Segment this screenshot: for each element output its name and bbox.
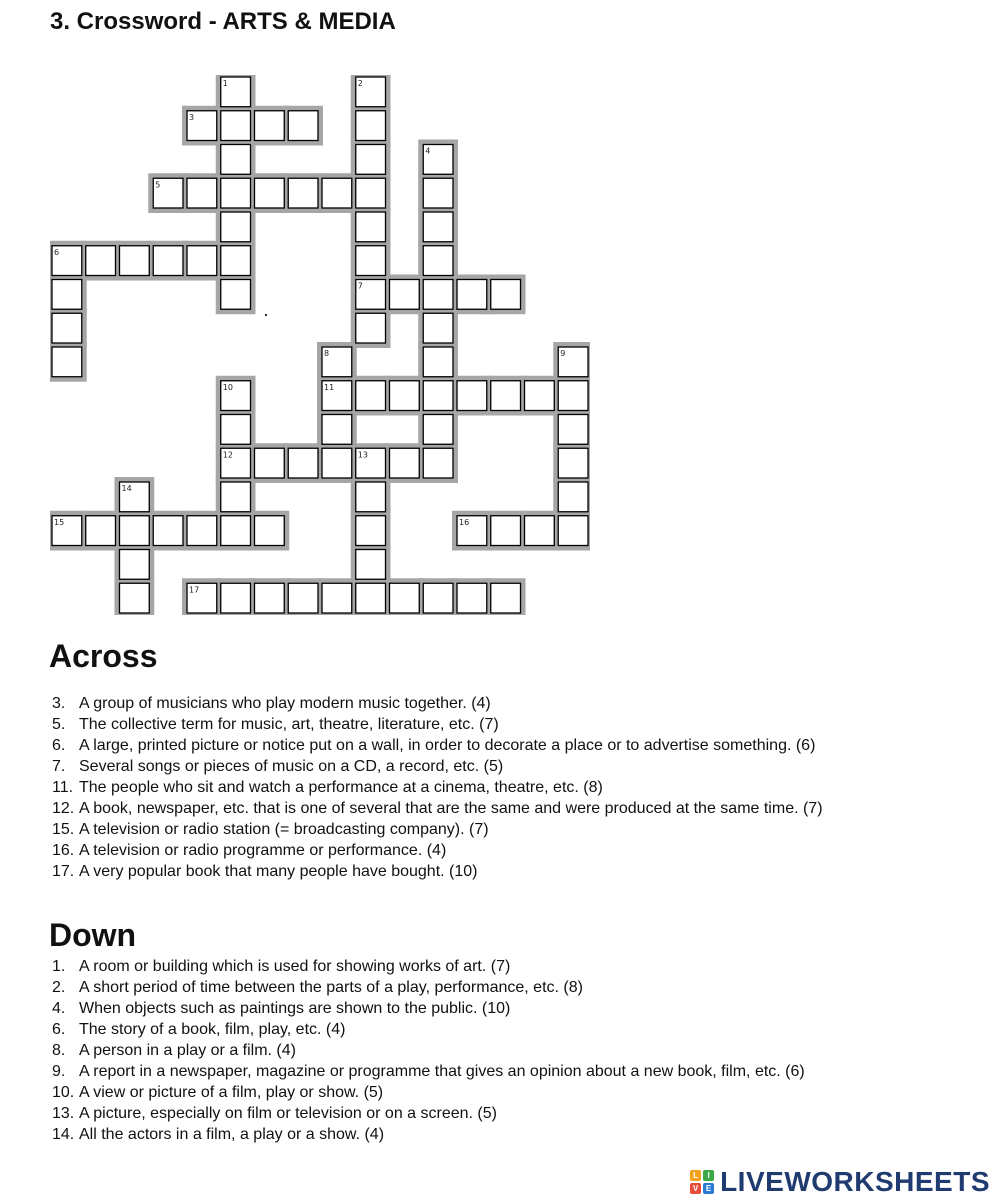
crossword-cell[interactable] xyxy=(457,583,487,613)
cell-number: 10 xyxy=(222,382,233,392)
crossword-cell[interactable] xyxy=(288,178,318,208)
crossword-cell[interactable] xyxy=(356,178,386,208)
crossword-cell[interactable] xyxy=(187,246,217,276)
crossword-cell[interactable] xyxy=(558,415,588,445)
crossword-grid xyxy=(50,75,590,615)
crossword-cell[interactable] xyxy=(221,482,251,512)
down-clue-list xyxy=(52,956,805,1145)
cell-number: 17 xyxy=(189,585,200,595)
crossword-cell[interactable] xyxy=(423,313,453,343)
stray-dot xyxy=(265,314,267,316)
crossword-cell[interactable] xyxy=(322,415,352,445)
crossword-cell[interactable] xyxy=(356,313,386,343)
across-heading: Across xyxy=(49,638,158,674)
cell-number: 16 xyxy=(459,517,470,527)
cell-number: 15 xyxy=(54,517,65,527)
cell-number: 14 xyxy=(121,484,132,493)
crossword-cell[interactable] xyxy=(221,516,251,546)
clue-down: 14. All the actors in a film, a play or a show. (4) xyxy=(52,1126,385,1143)
clue-across: 12. A book, newspaper, etc. that is one of several that are the same and were produced at the same time. (7) xyxy=(52,800,823,817)
crossword-cell[interactable] xyxy=(120,246,150,276)
crossword-cell[interactable] xyxy=(221,178,251,208)
crossword-cell[interactable] xyxy=(423,178,453,208)
crossword-cell[interactable] xyxy=(221,583,251,613)
crossword-cell[interactable] xyxy=(52,347,82,377)
cell-number: 1 xyxy=(222,79,228,88)
logo-text: LIVEWORKSHEETS xyxy=(720,1166,990,1197)
clue-across: 15. A television or radio station (= broadcasting company). (7) xyxy=(52,821,489,838)
logo-mark-letter: V xyxy=(690,1183,701,1194)
crossword-cell[interactable] xyxy=(457,280,487,310)
crossword-cell[interactable] xyxy=(288,583,318,613)
crossword-cell[interactable] xyxy=(322,583,352,613)
crossword-cell[interactable] xyxy=(390,381,420,411)
worksheet-title: 3. Crossword - ARTS & MEDIA xyxy=(50,8,396,35)
down-heading: Down xyxy=(49,917,137,953)
crossword-cell[interactable] xyxy=(52,280,82,310)
crossword-cell[interactable] xyxy=(423,280,453,310)
clue-across: 7. Several songs or pieces of music on a CD, a record, etc. (5) xyxy=(52,758,504,775)
crossword-cell[interactable] xyxy=(153,246,183,276)
crossword-cell[interactable] xyxy=(558,482,588,512)
crossword-cell[interactable] xyxy=(457,381,487,411)
crossword-cell[interactable] xyxy=(52,313,82,343)
crossword-cell[interactable] xyxy=(423,246,453,276)
crossword-cell[interactable] xyxy=(221,111,251,141)
crossword-cell[interactable] xyxy=(491,280,521,310)
crossword-cell[interactable] xyxy=(356,583,386,613)
crossword-cell[interactable] xyxy=(255,583,285,613)
crossword-cell[interactable] xyxy=(423,415,453,445)
clue-across: 11. The people who sit and watch a performance at a cinema, theatre, etc. (8) xyxy=(52,779,603,796)
clue-across: 16. A television or radio programme or performance. (4) xyxy=(52,842,447,859)
clue-down: 6. The story of a book, film, play, etc. (4) xyxy=(52,1021,346,1038)
crossword-cell[interactable] xyxy=(390,280,420,310)
cell-number: 5 xyxy=(155,180,161,190)
crossword-cell[interactable] xyxy=(423,381,453,411)
crossword-cell[interactable] xyxy=(120,583,150,613)
crossword-cell[interactable] xyxy=(356,516,386,546)
cell-number: 7 xyxy=(357,281,363,291)
clue-across: 6. A large, printed picture or notice put on a wall, in order to decorate a place or to advertise something. (6) xyxy=(52,737,816,754)
crossword-cell[interactable] xyxy=(221,280,251,310)
cell-number: 6 xyxy=(54,247,60,257)
clue-across: 3. A group of musicians who play modern music together. (4) xyxy=(52,695,491,712)
crossword-cell[interactable] xyxy=(288,448,318,478)
clue-down: 1. A room or building which is used for showing works of art. (7) xyxy=(52,958,511,975)
across-clue-list xyxy=(52,693,823,882)
crossword-cell[interactable] xyxy=(120,516,150,546)
clue-across: 17. A very popular book that many people have bought. (10) xyxy=(52,863,478,880)
crossword-cell[interactable] xyxy=(558,381,588,411)
crossword-cell[interactable] xyxy=(322,178,352,208)
crossword-cell[interactable] xyxy=(491,381,521,411)
crossword-cell[interactable] xyxy=(390,583,420,613)
crossword-cell[interactable] xyxy=(221,145,251,175)
clue-down: 2. A short period of time between the parts of a play, performance, etc. (8) xyxy=(52,979,583,996)
cell-number: 2 xyxy=(357,79,363,88)
crossword-cell[interactable] xyxy=(255,178,285,208)
logo-mark-letter: E xyxy=(703,1183,714,1194)
crossword-cell[interactable] xyxy=(525,516,555,546)
crossword-cell[interactable] xyxy=(255,448,285,478)
crossword-cell[interactable] xyxy=(221,415,251,445)
crossword-cell[interactable] xyxy=(423,212,453,242)
cell-number: 11 xyxy=(324,382,335,392)
clue-across: 5. The collective term for music, art, theatre, literature, etc. (7) xyxy=(52,716,499,733)
crossword-cell[interactable] xyxy=(525,381,555,411)
clue-down: 4. When objects such as paintings are shown to the public. (10) xyxy=(52,1000,511,1017)
crossword-cell[interactable] xyxy=(255,111,285,141)
crossword-cell[interactable] xyxy=(491,583,521,613)
crossword-cell[interactable] xyxy=(356,111,386,141)
crossword-cell[interactable] xyxy=(86,246,116,276)
crossword-cell[interactable] xyxy=(390,448,420,478)
crossword-cell[interactable] xyxy=(187,516,217,546)
crossword-cell[interactable] xyxy=(356,381,386,411)
crossword-cell[interactable] xyxy=(558,516,588,546)
crossword-cell[interactable] xyxy=(322,448,352,478)
clue-down: 8. A person in a play or a film. (4) xyxy=(52,1042,296,1059)
crossword-cell[interactable] xyxy=(356,212,386,242)
logo-mark-letter: L xyxy=(690,1170,701,1181)
crossword-cell[interactable] xyxy=(221,246,251,276)
crossword-cell[interactable] xyxy=(120,550,150,580)
crossword-cell[interactable] xyxy=(423,448,453,478)
crossword-cell[interactable] xyxy=(356,550,386,580)
cell-number: 12 xyxy=(222,450,233,460)
liveworksheets-logo xyxy=(690,1166,990,1198)
crossword-cell[interactable] xyxy=(187,178,217,208)
crossword-cell[interactable] xyxy=(86,516,116,546)
crossword-cell[interactable] xyxy=(356,482,386,512)
crossword-cell[interactable] xyxy=(423,583,453,613)
cell-number: 13 xyxy=(357,450,368,460)
logo-mark-letter: I xyxy=(703,1170,714,1181)
cell-number: 3 xyxy=(189,112,195,122)
cell-number: 8 xyxy=(324,349,330,358)
crossword-cell[interactable] xyxy=(221,212,251,242)
logo-mark-icon xyxy=(690,1170,714,1194)
crossword-cell[interactable] xyxy=(356,145,386,175)
crossword-cell[interactable] xyxy=(356,246,386,276)
crossword-cell[interactable] xyxy=(491,516,521,546)
clue-down: 13. A picture, especially on film or television or on a screen. (5) xyxy=(52,1105,497,1122)
crossword-cell[interactable] xyxy=(255,516,285,546)
clue-down: 9. A report in a newspaper, magazine or programme that gives an opinion about a new book, film, etc. (6) xyxy=(52,1063,805,1080)
clue-down: 10. A view or picture of a film, play or show. (5) xyxy=(52,1084,384,1101)
cell-number: 9 xyxy=(560,349,566,358)
crossword-cell[interactable] xyxy=(288,111,318,141)
crossword-cell[interactable] xyxy=(153,516,183,546)
crossword-cell[interactable] xyxy=(558,448,588,478)
crossword-cell[interactable] xyxy=(423,347,453,377)
cell-number: 4 xyxy=(425,146,431,156)
